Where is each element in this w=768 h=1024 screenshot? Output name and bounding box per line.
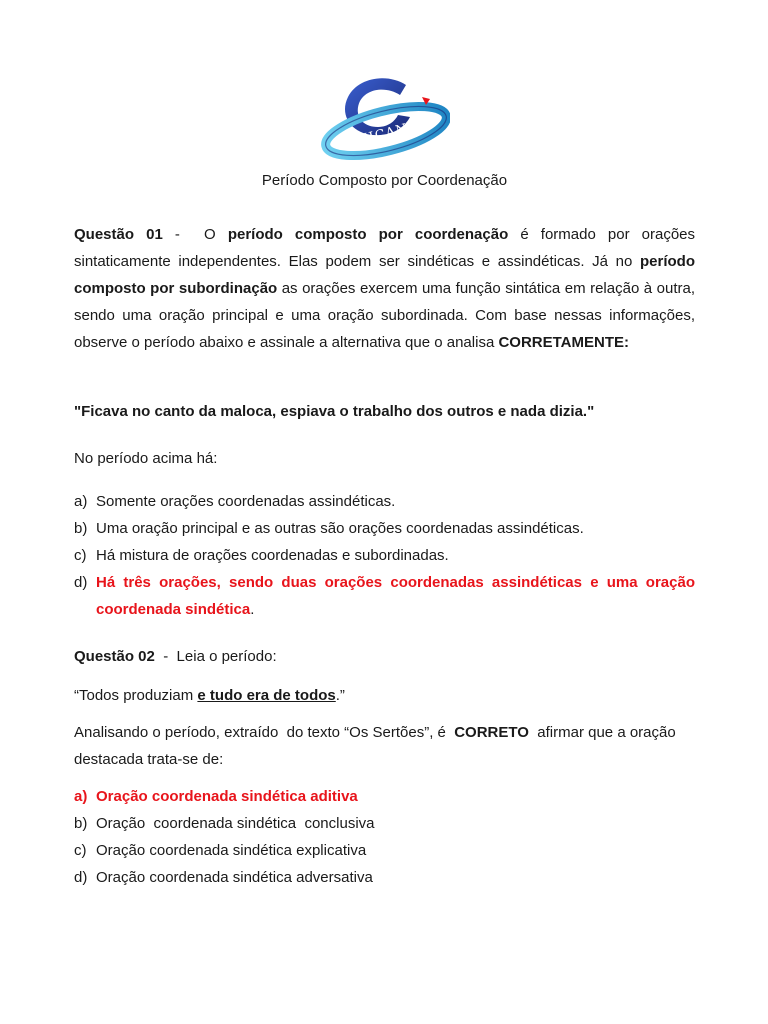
q1-option-c xyxy=(74,542,695,569)
logo-graphic xyxy=(318,75,450,165)
unicanto-logo xyxy=(318,75,450,165)
q1-option-b xyxy=(74,515,695,542)
q1-label: Questão 01 xyxy=(74,226,163,243)
q2-quote-end: .” xyxy=(335,687,345,704)
logo-text: UNICANTO xyxy=(343,115,431,152)
q1-bold-1: período composto por coordenação xyxy=(227,226,509,243)
q2-bold-1: CORRETO xyxy=(454,724,529,741)
q2-text-1: Analisando o período, extraído do texto “Os Sertões”, é xyxy=(74,724,455,741)
q2-option-a xyxy=(74,783,695,810)
option-text xyxy=(96,569,695,623)
option-letter: b) xyxy=(74,815,88,832)
q2-intro: Leia o período: xyxy=(176,648,277,665)
q1-text-2: é formado por orações sintaticamente independentes. Elas podem ser sindéticas e assindéticas. Já no xyxy=(74,226,696,270)
q2-option-c xyxy=(74,837,695,864)
correct-answer-text: Oração coordenada sindética aditiva xyxy=(96,788,358,805)
q1-bold-3: CORRETAMENTE: xyxy=(498,334,629,351)
q2-sep: - xyxy=(154,648,177,665)
option-text-end: . xyxy=(250,601,255,618)
option-letter: c) xyxy=(74,842,87,859)
option-letter: a) xyxy=(74,788,88,805)
q1-quote xyxy=(74,398,695,425)
q2-paragraph xyxy=(74,719,695,773)
q2-quote xyxy=(74,682,695,709)
q1-bold-2: período composto por subordinação xyxy=(74,253,695,297)
q1-prompt: No período acima há: xyxy=(74,450,218,467)
q1-sep: - xyxy=(162,226,205,243)
option-letter: a) xyxy=(74,493,88,510)
q1-text-3: as orações exercem uma função sintática em relação à outra, sendo uma oração principal e uma oração subordinada. Com base nessas informações, observe o período abaixo e assinale a alternativa que o analisa xyxy=(74,280,696,351)
q1-option-d xyxy=(74,569,695,623)
q1-text-1: O xyxy=(204,226,228,243)
page-title: Período Composto por Coordenação xyxy=(261,172,508,189)
q2-text-2: afirmar que a oração destacada trata-se de: xyxy=(74,724,680,768)
option-text: Há mistura de orações coordenadas e subordinadas. xyxy=(96,547,449,564)
option-text: Oração coordenada sindética conclusiva xyxy=(96,815,375,832)
q1-option-a xyxy=(74,488,695,515)
q2-option-b xyxy=(74,810,695,837)
q2-heading xyxy=(74,643,695,670)
option-text: Somente orações coordenadas assindéticas. xyxy=(96,493,396,510)
option-letter: d) xyxy=(74,869,88,886)
correct-answer-text: Há três orações, sendo duas orações coordenadas assindéticas e uma oração coordenada sindética xyxy=(96,574,695,618)
q1-options xyxy=(74,488,695,623)
q1-quote-text: "Ficava no canto da maloca, espiava o trabalho dos outros e nada dizia." xyxy=(74,403,595,420)
option-text: Oração coordenada sindética explicativa xyxy=(96,842,367,859)
q2-quote-highlight: e tudo era de todos xyxy=(197,687,336,704)
option-text: Uma oração principal e as outras são orações coordenadas assindéticas. xyxy=(96,520,584,537)
option-letter: d) xyxy=(74,574,88,591)
option-text: Oração coordenada sindética adversativa xyxy=(96,869,373,886)
q1-paragraph xyxy=(74,221,695,356)
option-letter: c) xyxy=(74,547,87,564)
q2-label: Questão 02 xyxy=(74,648,155,665)
q2-option-d xyxy=(74,864,695,891)
option-letter: b) xyxy=(74,520,88,537)
q2-quote-start: “Todos produziam xyxy=(74,687,198,704)
q2-options xyxy=(74,783,695,891)
